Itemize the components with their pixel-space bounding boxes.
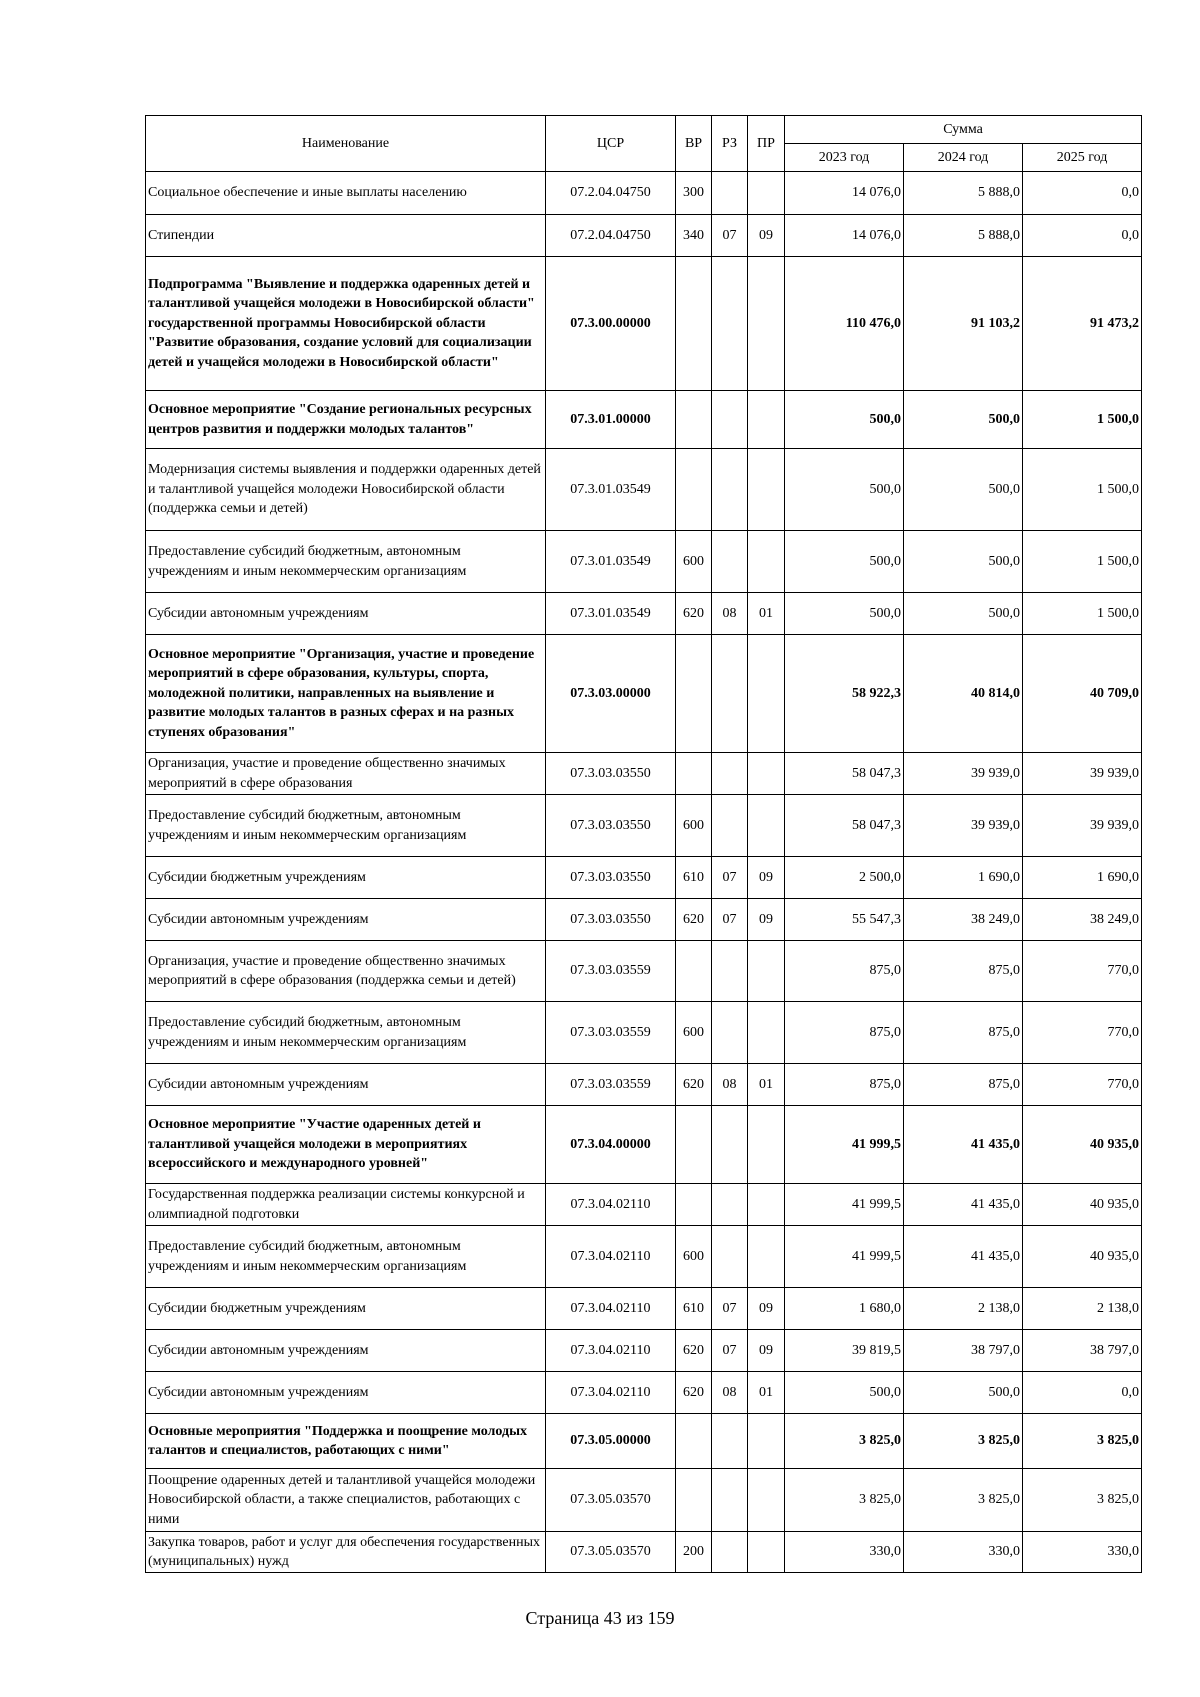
cell-y2023: 2 500,0 — [785, 857, 904, 899]
table-row — [146, 1106, 1142, 1184]
table-header — [146, 116, 1142, 172]
cell-vr — [676, 753, 712, 795]
cell-y2025: 1 690,0 — [1023, 857, 1142, 899]
cell-csr: 07.3.04.02110 — [546, 1184, 676, 1226]
cell-y2024: 38 797,0 — [904, 1330, 1023, 1372]
cell-pr: 09 — [748, 1288, 785, 1330]
cell-rz — [712, 391, 748, 449]
cell-pr — [748, 1184, 785, 1226]
cell-y2024: 1 690,0 — [904, 857, 1023, 899]
table-row — [146, 531, 1142, 593]
cell-y2024: 5 888,0 — [904, 215, 1023, 257]
cell-y2023: 500,0 — [785, 449, 904, 531]
cell-pr: 09 — [748, 1330, 785, 1372]
cell-name: Субсидии автономным учреждениям — [146, 1372, 546, 1414]
table-row — [146, 857, 1142, 899]
cell-y2023: 875,0 — [785, 1002, 904, 1064]
cell-y2025: 38 249,0 — [1023, 899, 1142, 941]
cell-name: Основные мероприятия "Поддержка и поощрение молодых талантов и специалистов, работающих с ними" — [146, 1414, 546, 1469]
cell-rz — [712, 1002, 748, 1064]
header-csr: ЦСР — [546, 116, 676, 172]
cell-y2024: 500,0 — [904, 449, 1023, 531]
cell-y2024: 39 939,0 — [904, 795, 1023, 857]
cell-vr: 600 — [676, 795, 712, 857]
cell-name: Субсидии бюджетным учреждениям — [146, 1288, 546, 1330]
table-row — [146, 391, 1142, 449]
cell-pr: 01 — [748, 593, 785, 635]
table-row — [146, 593, 1142, 635]
cell-pr: 01 — [748, 1372, 785, 1414]
cell-pr — [748, 941, 785, 1002]
cell-csr: 07.3.03.00000 — [546, 635, 676, 753]
cell-csr: 07.3.05.03570 — [546, 1469, 676, 1532]
cell-y2023: 110 476,0 — [785, 257, 904, 391]
cell-vr: 620 — [676, 1372, 712, 1414]
cell-y2025: 38 797,0 — [1023, 1330, 1142, 1372]
cell-rz — [712, 1184, 748, 1226]
cell-y2025: 1 500,0 — [1023, 391, 1142, 449]
table-row — [146, 1064, 1142, 1106]
cell-rz: 07 — [712, 899, 748, 941]
cell-pr — [748, 1226, 785, 1288]
cell-csr: 07.3.03.03559 — [546, 941, 676, 1002]
cell-vr: 620 — [676, 1330, 712, 1372]
cell-y2023: 500,0 — [785, 593, 904, 635]
cell-y2025: 1 500,0 — [1023, 593, 1142, 635]
cell-csr: 07.3.05.00000 — [546, 1414, 676, 1469]
cell-y2024: 3 825,0 — [904, 1469, 1023, 1532]
cell-csr: 07.3.04.02110 — [546, 1330, 676, 1372]
table-row — [146, 941, 1142, 1002]
cell-csr: 07.2.04.04750 — [546, 172, 676, 215]
table-row — [146, 1184, 1142, 1226]
cell-y2025: 40 935,0 — [1023, 1226, 1142, 1288]
cell-y2023: 500,0 — [785, 531, 904, 593]
cell-y2023: 500,0 — [785, 1372, 904, 1414]
cell-y2024: 91 103,2 — [904, 257, 1023, 391]
cell-name: Основное мероприятие "Создание региональных ресурсных центров развития и поддержки молодых талантов" — [146, 391, 546, 449]
cell-y2025: 40 709,0 — [1023, 635, 1142, 753]
cell-vr — [676, 1106, 712, 1184]
cell-rz: 08 — [712, 1372, 748, 1414]
cell-y2024: 2 138,0 — [904, 1288, 1023, 1330]
cell-rz: 07 — [712, 215, 748, 257]
cell-rz: 07 — [712, 857, 748, 899]
cell-name: Организация, участие и проведение общественно значимых мероприятий в сфере образования — [146, 753, 546, 795]
cell-y2025: 0,0 — [1023, 1372, 1142, 1414]
cell-vr — [676, 391, 712, 449]
cell-y2023: 41 999,5 — [785, 1106, 904, 1184]
cell-rz: 08 — [712, 1064, 748, 1106]
cell-name: Закупка товаров, работ и услуг для обеспечения государственных (муниципальных) нужд — [146, 1532, 546, 1573]
cell-y2023: 39 819,5 — [785, 1330, 904, 1372]
cell-rz — [712, 635, 748, 753]
cell-y2025: 3 825,0 — [1023, 1469, 1142, 1532]
cell-pr — [748, 172, 785, 215]
table-row — [146, 1372, 1142, 1414]
cell-y2023: 14 076,0 — [785, 215, 904, 257]
cell-vr: 610 — [676, 857, 712, 899]
cell-csr: 07.3.03.03559 — [546, 1064, 676, 1106]
cell-name: Модернизация системы выявления и поддержки одаренных детей и талантливой учащейся молодежи Новосибирской области (поддержка семьи и детей) — [146, 449, 546, 531]
cell-name: Субсидии автономным учреждениям — [146, 593, 546, 635]
cell-y2024: 40 814,0 — [904, 635, 1023, 753]
header-year-2023: 2023 год — [785, 144, 904, 172]
header-vr: ВР — [676, 116, 712, 172]
cell-vr: 200 — [676, 1532, 712, 1573]
cell-y2025: 770,0 — [1023, 1064, 1142, 1106]
cell-rz — [712, 1469, 748, 1532]
cell-vr — [676, 1184, 712, 1226]
cell-y2023: 1 680,0 — [785, 1288, 904, 1330]
cell-pr — [748, 1469, 785, 1532]
cell-pr — [748, 795, 785, 857]
cell-name: Субсидии автономным учреждениям — [146, 899, 546, 941]
cell-y2023: 330,0 — [785, 1532, 904, 1573]
cell-vr: 340 — [676, 215, 712, 257]
header-pr: ПР — [748, 116, 785, 172]
cell-y2023: 875,0 — [785, 1064, 904, 1106]
cell-csr: 07.3.04.02110 — [546, 1372, 676, 1414]
cell-pr: 09 — [748, 215, 785, 257]
header-rz: РЗ — [712, 116, 748, 172]
cell-y2024: 3 825,0 — [904, 1414, 1023, 1469]
cell-csr: 07.3.01.03549 — [546, 531, 676, 593]
cell-y2024: 875,0 — [904, 1002, 1023, 1064]
cell-y2023: 3 825,0 — [785, 1414, 904, 1469]
cell-rz — [712, 795, 748, 857]
cell-rz — [712, 1414, 748, 1469]
cell-y2024: 39 939,0 — [904, 753, 1023, 795]
cell-y2025: 39 939,0 — [1023, 795, 1142, 857]
cell-y2024: 875,0 — [904, 941, 1023, 1002]
cell-vr — [676, 1414, 712, 1469]
cell-name: Основное мероприятие "Организация, участие и проведение мероприятий в сфере образования, культуры, спорта, молодежной политики, направленных на выявление и развитие молодых талантов в разных сферах и на разных ступенях образования" — [146, 635, 546, 753]
cell-csr: 07.3.03.03550 — [546, 857, 676, 899]
cell-y2023: 14 076,0 — [785, 172, 904, 215]
table-row — [146, 1288, 1142, 1330]
cell-csr: 07.3.05.03570 — [546, 1532, 676, 1573]
cell-name: Предоставление субсидий бюджетным, автономным учреждениям и иным некоммерческим организациям — [146, 1002, 546, 1064]
cell-pr — [748, 1532, 785, 1573]
cell-vr: 620 — [676, 1064, 712, 1106]
table-row — [146, 449, 1142, 531]
cell-csr: 07.3.03.03559 — [546, 1002, 676, 1064]
cell-y2024: 5 888,0 — [904, 172, 1023, 215]
table-row — [146, 1469, 1142, 1532]
cell-vr: 610 — [676, 1288, 712, 1330]
cell-vr — [676, 257, 712, 391]
cell-csr: 07.3.00.00000 — [546, 257, 676, 391]
cell-pr — [748, 257, 785, 391]
cell-y2023: 58 047,3 — [785, 753, 904, 795]
cell-name: Предоставление субсидий бюджетным, автономным учреждениям и иным некоммерческим организациям — [146, 795, 546, 857]
table-row — [146, 899, 1142, 941]
cell-vr: 620 — [676, 899, 712, 941]
header-name: Наименование — [146, 116, 546, 172]
cell-y2024: 500,0 — [904, 391, 1023, 449]
cell-csr: 07.3.03.03550 — [546, 753, 676, 795]
cell-y2025: 1 500,0 — [1023, 449, 1142, 531]
cell-name: Поощрение одаренных детей и талантливой учащейся молодежи Новосибирской области, а также специалистов, работающих с ними — [146, 1469, 546, 1532]
cell-vr — [676, 635, 712, 753]
cell-y2025: 40 935,0 — [1023, 1106, 1142, 1184]
cell-name: Субсидии автономным учреждениям — [146, 1064, 546, 1106]
cell-csr: 07.3.03.03550 — [546, 795, 676, 857]
cell-vr: 600 — [676, 1226, 712, 1288]
cell-vr: 620 — [676, 593, 712, 635]
cell-rz — [712, 1106, 748, 1184]
table-row — [146, 1330, 1142, 1372]
cell-rz — [712, 1532, 748, 1573]
cell-y2025: 770,0 — [1023, 1002, 1142, 1064]
cell-y2023: 58 922,3 — [785, 635, 904, 753]
cell-y2025: 0,0 — [1023, 172, 1142, 215]
cell-pr — [748, 449, 785, 531]
cell-pr: 09 — [748, 899, 785, 941]
cell-csr: 07.3.01.03549 — [546, 593, 676, 635]
cell-pr — [748, 635, 785, 753]
cell-y2024: 41 435,0 — [904, 1106, 1023, 1184]
cell-rz — [712, 531, 748, 593]
cell-rz — [712, 941, 748, 1002]
cell-rz — [712, 449, 748, 531]
cell-vr: 600 — [676, 531, 712, 593]
cell-y2025: 39 939,0 — [1023, 753, 1142, 795]
cell-name: Социальное обеспечение и иные выплаты населению — [146, 172, 546, 215]
cell-rz — [712, 172, 748, 215]
cell-y2024: 330,0 — [904, 1532, 1023, 1573]
cell-name: Организация, участие и проведение общественно значимых мероприятий в сфере образования (поддержка семьи и детей) — [146, 941, 546, 1002]
table-row — [146, 795, 1142, 857]
cell-y2025: 91 473,2 — [1023, 257, 1142, 391]
table-row — [146, 257, 1142, 391]
cell-pr: 01 — [748, 1064, 785, 1106]
cell-rz — [712, 753, 748, 795]
cell-vr — [676, 1469, 712, 1532]
table-body — [146, 172, 1142, 1573]
cell-y2023: 41 999,5 — [785, 1226, 904, 1288]
cell-pr — [748, 531, 785, 593]
cell-csr: 07.3.03.03550 — [546, 899, 676, 941]
cell-y2023: 500,0 — [785, 391, 904, 449]
table-row — [146, 1226, 1142, 1288]
cell-name: Подпрограмма "Выявление и поддержка одаренных детей и талантливой учащейся молодежи в Новосибирской области" государственной программы Новосибирской области "Развитие образования, создание условий для социализации детей и учащейся молодежи в Новосибирской области" — [146, 257, 546, 391]
cell-rz — [712, 257, 748, 391]
table-row — [146, 753, 1142, 795]
cell-rz: 07 — [712, 1330, 748, 1372]
cell-csr: 07.3.01.03549 — [546, 449, 676, 531]
header-year-2024: 2024 год — [904, 144, 1023, 172]
cell-csr: 07.3.04.00000 — [546, 1106, 676, 1184]
cell-vr: 600 — [676, 1002, 712, 1064]
cell-y2024: 41 435,0 — [904, 1226, 1023, 1288]
cell-name: Предоставление субсидий бюджетным, автономным учреждениям и иным некоммерческим организациям — [146, 1226, 546, 1288]
cell-pr — [748, 1414, 785, 1469]
cell-y2024: 41 435,0 — [904, 1184, 1023, 1226]
cell-y2024: 500,0 — [904, 1372, 1023, 1414]
cell-pr — [748, 1106, 785, 1184]
cell-y2025: 1 500,0 — [1023, 531, 1142, 593]
cell-y2023: 58 047,3 — [785, 795, 904, 857]
cell-vr — [676, 941, 712, 1002]
cell-rz: 08 — [712, 593, 748, 635]
cell-y2023: 41 999,5 — [785, 1184, 904, 1226]
page-footer: Страница 43 из 159 — [525, 1608, 675, 1628]
cell-y2025: 770,0 — [1023, 941, 1142, 1002]
table-row — [146, 1414, 1142, 1469]
table-row — [146, 1532, 1142, 1573]
budget-table — [145, 115, 1142, 1573]
cell-y2024: 875,0 — [904, 1064, 1023, 1106]
cell-name: Основное мероприятие "Участие одаренных детей и талантливой учащейся молодежи в мероприятиях всероссийского и международного уровней" — [146, 1106, 546, 1184]
cell-csr: 07.3.04.02110 — [546, 1226, 676, 1288]
cell-csr: 07.2.04.04750 — [546, 215, 676, 257]
cell-csr: 07.3.01.00000 — [546, 391, 676, 449]
cell-name: Субсидии автономным учреждениям — [146, 1330, 546, 1372]
cell-y2024: 500,0 — [904, 593, 1023, 635]
table-row — [146, 1002, 1142, 1064]
cell-name: Предоставление субсидий бюджетным, автономным учреждениям и иным некоммерческим организациям — [146, 531, 546, 593]
cell-rz: 07 — [712, 1288, 748, 1330]
cell-vr — [676, 449, 712, 531]
cell-y2025: 330,0 — [1023, 1532, 1142, 1573]
cell-y2023: 875,0 — [785, 941, 904, 1002]
cell-name: Государственная поддержка реализации системы конкурсной и олимпиадной подготовки — [146, 1184, 546, 1226]
cell-pr — [748, 753, 785, 795]
header-sum: Сумма — [785, 116, 1142, 144]
header-year-2025: 2025 год — [1023, 144, 1142, 172]
cell-y2024: 38 249,0 — [904, 899, 1023, 941]
cell-y2025: 3 825,0 — [1023, 1414, 1142, 1469]
cell-name: Стипендии — [146, 215, 546, 257]
table-row — [146, 635, 1142, 753]
cell-name: Субсидии бюджетным учреждениям — [146, 857, 546, 899]
table-row — [146, 215, 1142, 257]
cell-y2025: 0,0 — [1023, 215, 1142, 257]
cell-pr — [748, 391, 785, 449]
cell-pr — [748, 1002, 785, 1064]
cell-csr: 07.3.04.02110 — [546, 1288, 676, 1330]
cell-vr: 300 — [676, 172, 712, 215]
cell-y2023: 55 547,3 — [785, 899, 904, 941]
cell-y2025: 2 138,0 — [1023, 1288, 1142, 1330]
cell-y2025: 40 935,0 — [1023, 1184, 1142, 1226]
cell-rz — [712, 1226, 748, 1288]
cell-y2024: 500,0 — [904, 531, 1023, 593]
cell-pr: 09 — [748, 857, 785, 899]
table-row — [146, 172, 1142, 215]
cell-y2023: 3 825,0 — [785, 1469, 904, 1532]
